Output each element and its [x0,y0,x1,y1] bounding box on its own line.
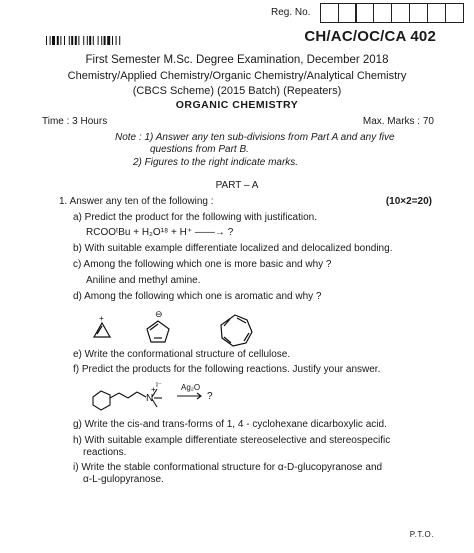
hofmann-reaction-scheme [85,375,265,417]
nitrogen-charge: + [151,385,156,394]
question-a-reaction: RCOOᵗBu + H₂O¹⁸ + H⁺ ——→ ? [86,227,234,238]
part-a-heading: PART – A [215,180,259,191]
question-h-line-1: h) With suitable example differentiate stereoselective and stereospecific [73,435,391,446]
reg-no-label: Reg. No. [271,7,311,18]
question-c-sub: Aniline and methyl amine. [86,275,201,286]
note-line-1: Note : 1) Answer any ten sub-divisions from Part A and any five [115,132,395,143]
question-a: a) Predict the product for the following with justification. [73,212,318,223]
reagent-label: Ag₂O [181,383,201,392]
nitrogen-label: N [146,393,154,404]
question-1: 1. Answer any ten of the following : [59,196,214,207]
cyclopentadienyl-anion-structure [147,309,169,342]
paper-code: CH/AC/OC/CA 402 [304,28,436,45]
pto-label: P.T.O. [409,530,434,539]
note-line-2: questions from Part B. [150,144,249,155]
question-b: b) With suitable example differentiate localized and delocalized bonding. [73,243,393,254]
question-g: g) Write the cis-and trans-forms of 1, 4 - cyclohexane dicarboxylic acid. [73,419,387,430]
barcode [46,36,176,45]
svg-text:⊖: ⊖ [155,309,163,319]
cycloheptatriene-structure [221,315,252,346]
scheme-line: (CBCS Scheme) (2015 Batch) (Repeaters) [132,85,342,97]
iodide-label: I⁻ [156,382,162,389]
svg-text:+: + [99,314,104,323]
max-marks: Max. Marks : 70 [362,116,434,127]
question-i-line-2: α-L-gulopyranose. [83,474,164,485]
question-1-marks: (10×2=20) [385,196,432,207]
product-question: ? [207,391,213,402]
exam-title: First Semester M.Sc. Degree Examination, December 2018 [85,54,389,66]
time-allowed: Time : 3 Hours [42,116,108,127]
question-i-line-1: i) Write the stable conformational structure for α-D-glucopyranose and [73,462,383,473]
reg-no-boxes [321,3,464,23]
question-h-line-2: reactions. [83,447,127,458]
note-line-3: 2) Figures to the right indicate marks. [133,157,299,168]
aromaticity-structures [80,305,280,350]
question-c: c) Among the following which one is more basic and why ? [73,259,332,270]
question-f: f) Predict the products for the following reactions. Justify your answer. [73,364,381,375]
question-d: d) Among the following which one is aromatic and why ? [73,291,322,302]
question-e: e) Write the conformational structure of cellulose. [73,349,291,360]
subjects-line: Chemistry/Applied Chemistry/Organic Chemistry/Analytical Chemistry [67,70,407,82]
cyclopropenyl-cation-structure [94,314,110,337]
course-title: ORGANIC CHEMISTRY [175,99,299,111]
